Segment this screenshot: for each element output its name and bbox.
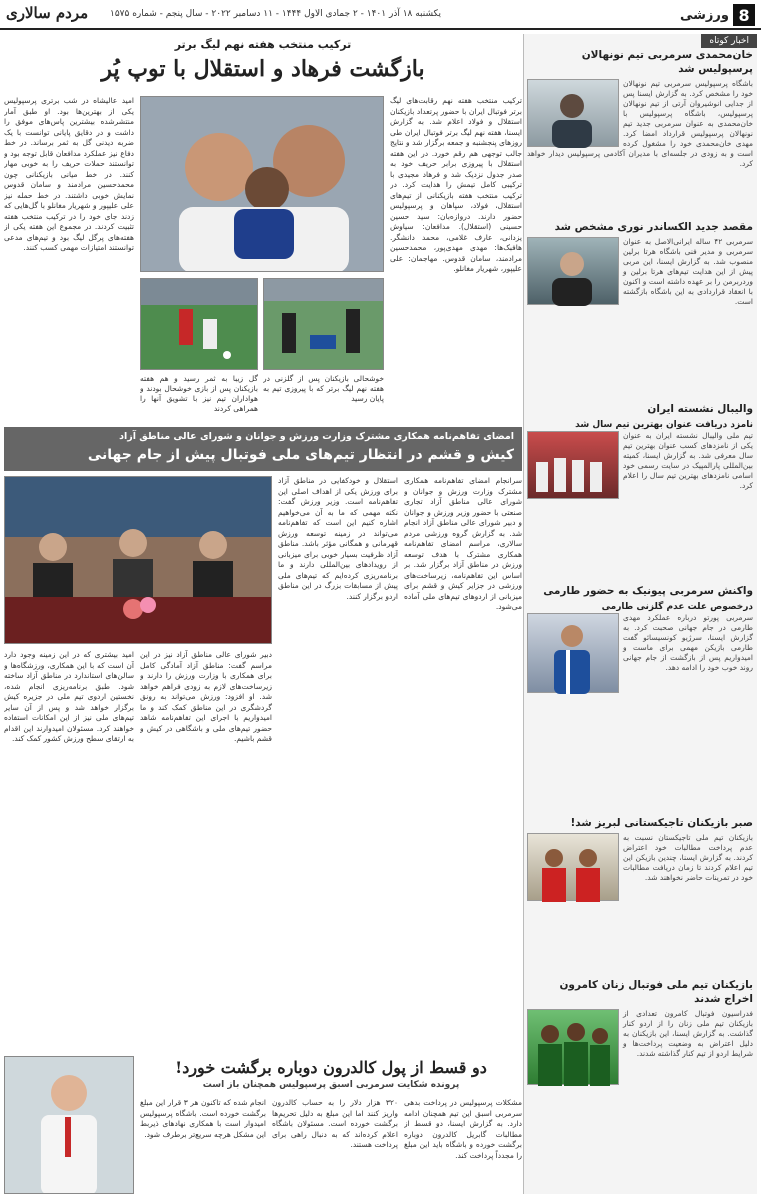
story1-caption-a: خوشحالی بازیکنان پس از گلزنی در هفته نهم لیگ برتر که با پیروزی تیم به پایان رسید bbox=[263, 374, 384, 403]
side-body: سرمربی ۴۲ ساله ایرانی‌الاصل به عنوان سرمربی و مدیر فنی باشگاه هرتا برلین منصوب شد. به گزارش ایسنا، این مربی پیش از این هدایت تیم‌های هرتا برلین و وردربرمن را بر عهده داشته است و اکنون با انعقاد قراردادی به این باشگاه بازگشته است. bbox=[623, 237, 753, 306]
story2-kicker: امضای تفاهم‌نامه همکاری مشترک وزارت ورزش و جوانان و شورای عالی مناطق آزاد bbox=[119, 431, 514, 442]
side-headline: واکنش سرمربی پیونیک به حضور طارمی bbox=[543, 585, 753, 597]
side-item bbox=[527, 816, 753, 976]
story3-column-2: ۳۲۰ هزار دلار را به حساب کالدرون واریز کنند اما این مبلغ به دلیل تحریم‌ها برگشت خورده است. مسئولان باشگاه اعلام کرده‌اند که به دنبال راهی برای پرداخت هستند. bbox=[272, 1098, 398, 1149]
dateline: یکشنبه ۱۸ آذر ۱۴۰۱ - ۲ جمادی الاول ۱۴۴۴ - ۱۱ دسامبر ۲۰۲۲ - سال پنجم - شماره ۱۵۷۵ bbox=[110, 9, 441, 19]
side-headline: مقصد جدید الکساندر نوری مشخص شد bbox=[554, 221, 753, 233]
side-body: بازیکنان تیم ملی تاجیکستان نسبت به عدم پرداخت مطالبات خود اعتراض کردند. به گزارش ایسنا، چندین بازیکن این تیم اعلام کردند تا زمان دریافت مطالبات خود در تمرینات حاضر نخواهند شد. bbox=[623, 833, 753, 882]
side-photo bbox=[527, 431, 619, 499]
side-headline: خان‌محمدی سرمربی تیم نونهالان پرسپولیس شد bbox=[581, 49, 753, 75]
story1-photo-a bbox=[263, 278, 384, 370]
side-item bbox=[527, 220, 753, 400]
side-headline: صبر بازیکنان تاجیکستانی لبریز شد! bbox=[570, 817, 753, 829]
side-body: فدراسیون فوتبال کامرون تعدادی از بازیکنان تیم ملی زنان را از اردو کنار گذاشت. به گزارش ایسنا، این بازیکنان به دلیل اعتراض به وضعیت پرداخت‌ها و شرایط اردو از تیم کنار گذاشته شدند. bbox=[623, 1009, 753, 1058]
story1-column-right: ترکیب منتخب هفته نهم رقابت‌های لیگ برتر فوتبال ایران با حضور پرتعداد بازیکنان استقلال و فولاد اعلام شد. به گزارش ایسنا، هفته نهم لیگ برتر فوتبال ایران طی روزهای پنجشنبه و جمعه برگزار شد و نتایج جالب توجهی هم رقم خورد. در این هفته استقلال با پیروزی برابر حریف خود به صدر جدول نزدیک شد و فرهاد مجیدی با ترکیبی کامل تیمش را هدایت کرد. در ترکیب منتخب هفته بازیکنانی از تیم‌های استقلال، فولاد، سپاهان و پرسپولیس حضور دارند. دروازه‌بان: سید حسین حسینی (استقلال). مدافعان: سیاوش یزدانی، عارف غلامی، محمد دانشگر. هافبک‌ها: مهدی مهدی‌پور، محمدحسین مرادمند، سامان قدوس. مهاجمان: علی علیپور، شهریار مغانلو. bbox=[390, 96, 522, 273]
side-item bbox=[527, 978, 753, 1188]
masthead bbox=[0, 0, 761, 30]
side-body: تیم ملی والیبال نشسته ایران به عنوان یکی از نامزدهای کسب عنوان بهترین تیم سال معرفی شد. به گزارش ایسنا، کمیته بین‌المللی پارالمپیک در سایت رسمی خود اسامی نامزدهای بهترین تیم سال را اعلام کرد. bbox=[623, 431, 753, 490]
story3-column-3: انجام شده که تاکنون هر ۳ قرار این مبلغ برگشت خورده است. باشگاه پرسپولیس امیدوار است با همکاری نهادهای ذیربط این مشکل هرچه سریع‌تر برطرف شود. bbox=[140, 1098, 266, 1139]
sidebar-tag: اخبار کوتاه bbox=[701, 34, 757, 48]
match-action-icon bbox=[140, 279, 257, 370]
section-badge bbox=[680, 4, 755, 26]
team-photo-icon bbox=[527, 432, 618, 500]
side-body: باشگاه پرسپولیس سرمربی تیم نونهالان خود را مشخص کرد. به گزارش ایسنا پس از جدایی انوشیروان آرتی از تیم نونهالان پرسپولیس، باشگاه پرسپولیس با خان‌محمدی به عنوان سرمربی جدید تیم نونهالان پرسپولیس قرارداد امضا کرد. مهدی خان‌محمدی خود را مشغول کرده است و به زودی در جلسه‌ای با مدیران آکادمی پرسپولیس دیدار خواهد کرد. bbox=[527, 79, 753, 168]
side-item bbox=[527, 48, 753, 218]
story1-caption-b: گل زیبا به ثمر رسید و هم هفته بازیکنان پس از بازی خوشحال بودند و هواداران تیم نیز با تشویق آنها را همراهی کردند bbox=[140, 374, 258, 413]
side-photo bbox=[527, 237, 619, 305]
side-item bbox=[527, 402, 753, 582]
story1-photo-b bbox=[140, 278, 258, 370]
side-item bbox=[527, 584, 753, 814]
side-headline: بازیکنان تیم ملی فوتبال زنان کامرون اخراج شدند bbox=[559, 979, 753, 1005]
side-photo bbox=[527, 833, 619, 901]
side-photo bbox=[527, 79, 619, 147]
portrait-icon bbox=[527, 238, 618, 306]
match-action-icon bbox=[263, 279, 383, 370]
player-icon bbox=[527, 614, 618, 694]
news-sidebar bbox=[523, 34, 757, 1194]
story1-kicker: ترکیب منتخب هفته نهم لیگ برتر bbox=[174, 38, 352, 51]
story3-coach-photo bbox=[4, 1056, 134, 1194]
players-icon bbox=[527, 1010, 618, 1086]
side-headline: والیبال نشسته ایران bbox=[647, 403, 753, 415]
portrait-icon bbox=[527, 80, 618, 148]
players-icon bbox=[527, 834, 618, 902]
paper-name: مردم سالاری bbox=[6, 4, 89, 22]
story1-title: بازگشت فرهاد و استقلال با توپ پُر bbox=[101, 56, 425, 82]
side-photo bbox=[527, 1009, 619, 1085]
section-number: 8 bbox=[733, 4, 755, 26]
story3-column-1: مشکلات پرسپولیس در پرداخت بدهی سرمربی اسبق این تیم همچنان ادامه دارد. به گزارش ایسنا، دو قسط از مطالبات گابریل کالدرون دوباره برگشت خورده و باشگاه باید این مبلغ را مجدداً پرداخت کند. bbox=[404, 1098, 522, 1160]
story2-signing-photo bbox=[4, 476, 272, 644]
story2-column-4: امید بیشتری که در این زمینه وجود دارد آن است که با این همکاری، ورزشگاه‌ها و سالن‌های استاندارد در مناطق آزاد ساخته شود. طبق برنامه‌ریزی انجام شده، نخستین اردوی تیم ملی در جزیره کیش برگزار خواهد شد و پس از آن سایر تیم‌های ملی نیز از این امکانات استفاده خواهند کرد. مسئولان امیدوارند این اقدام به ارتقای سطح ورزش کشور کمک کند. bbox=[4, 650, 134, 743]
players-celebrating-icon bbox=[140, 97, 383, 272]
signing-ceremony-icon bbox=[4, 477, 271, 644]
story2-column-1: سرانجام امضای تفاهم‌نامه همکاری مشترک وزارت ورزش و جوانان و شورای عالی مناطق آزاد تجاری صنعتی با حضور وزیر ورزش و جوانان و دبیر شورای عالی مناطق آزاد انجام شد. به گزارش گروه ورزشی مردم سالاری، مراسم امضای تفاهم‌نامه همکاری مشترک با هدف توسعه ورزش در مناطق آزاد برگزار شد. بر اساس این تفاهم‌نامه، زیرساخت‌های ورزشی در جزایر کیش و قشم برای میزبانی از اردوهای تیم‌های ملی آماده می‌شود. bbox=[404, 476, 522, 611]
side-subhead: نامزد دریافت عنوان بهترین تیم سال شد bbox=[575, 420, 753, 430]
story2-headline-band bbox=[4, 427, 522, 471]
story3-kicker: پرونده شکایت سرمربی اسبق پرسپولیس همچنان باز است bbox=[202, 1080, 460, 1090]
story2-title: کیش و قشم در انتظار تیم‌های ملی فوتبال پیش از جام جهانی bbox=[87, 447, 514, 463]
story2-column-3: دبیر شورای عالی مناطق آزاد نیز در این مراسم گفت: مناطق آزاد آمادگی کامل برای همکاری با وزارت ورزش را دارند و زیرساخت‌های لازم به زودی فراهم خواهد شد. او افزود: ورزش می‌تواند به رونق گردشگری در این مناطق کمک کند و ما امیدواریم با اجرای این تفاهم‌نامه شاهد حضور تیم‌های ملی و باشگاهی در کیش و قشم باشیم. bbox=[140, 650, 272, 743]
side-photo bbox=[527, 613, 619, 693]
story2-column-2: استقلال و خودکفایی در مناطق آزاد برای ورزش یکی از اهداف اصلی این تفاهم‌نامه است. وزیر ورزش گفت: نکته مهمی که ما به آن می‌خواهیم اشاره کنیم این است که تفاهم‌نامه می‌تواند در زمینه توسعه ورزش قهرمانی و همگانی مؤثر باشد. مناطق آزاد ظرفیت بسیار خوبی برای میزبانی از رویدادهای بین‌المللی دارند و ما برنامه‌ریزی کرده‌ایم که تیم‌های ملی پیش از مسابقات بزرگ در این مناطق اردو برگزار کنند. bbox=[278, 476, 398, 601]
side-subhead: درخصوص علت عدم گلزنی طارمی bbox=[601, 602, 753, 612]
coach-portrait-icon bbox=[4, 1057, 133, 1194]
story3-title: دو قسط از پول کالدرون دوباره برگشت خورد! bbox=[175, 1058, 487, 1077]
story1-column-left: امید عالیشاه در شب برتری پرسپولیس یکی از بهترین‌ها بود. او طبق آمار منتشرشده بیشترین پاس‌های موفق را داشت و در دقایق پایانی توانست با یک ضربه دیدنی گل به ثمر برساند. در خط دفاع نیز عملکرد مدافعان قابل توجه بود و توانستند حملات حریف را به خوبی مهار کنند. در خط میانی بازیکنانی چون محمدحسین مرادمند و سامان قدوس نمایش خوبی داشتند. در خط حمله نیز علی علیپور و شهریار مغانلو با گل‌هایی که زدند جای خود را در ترکیب منتخب هفته تثبیت کردند. در مجموع این هفته یکی از هفته‌های پرگل لیگ بود و تیم‌های مدعی توانستند امتیازات مهمی کسب کنند. bbox=[4, 96, 134, 252]
story1-main-photo bbox=[140, 96, 384, 272]
section-name: ورزشی bbox=[680, 7, 729, 23]
side-body: سرمربی پورتو درباره عملکرد مهدی طارمی در جام جهانی صحبت کرد. به گزارش ایسنا، سرژیو کونسیسائو گفت طارمی بازیکن مهمی برای ماست و امیدواریم پس از بازگشت از جام جهانی روند خوب خود را ادامه دهد. bbox=[623, 613, 753, 672]
